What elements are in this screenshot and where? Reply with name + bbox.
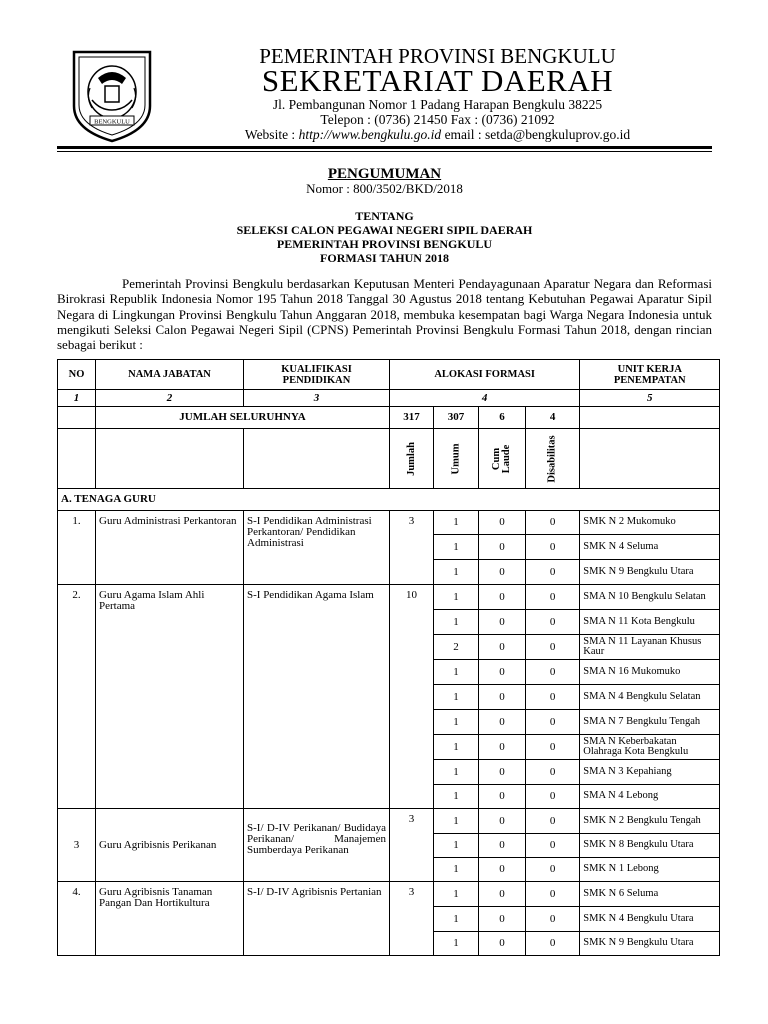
alloc-cumlaude: 0 [479, 610, 526, 635]
total-empty-unit [580, 407, 720, 429]
alloc-cumlaude: 0 [479, 685, 526, 710]
announcement-subject-1: SELEKSI CALON PEGAWAI NEGERI SIPIL DAERAH [236, 223, 533, 237]
work-unit: SMA N 7 Bengkulu Tengah [580, 710, 720, 735]
alloc-umum: 1 [434, 685, 479, 710]
total-label: JUMLAH SELURUHNYA [96, 407, 390, 429]
header-kualifikasi: KUALIFIKASI PENDIDIKAN [244, 360, 390, 390]
letterhead-rule-thin [57, 151, 712, 152]
work-unit: SMA N 4 Bengkulu Selatan [580, 685, 720, 710]
alloc-disabilitas: 0 [526, 511, 580, 535]
col-number-2: 2 [96, 390, 244, 407]
sub-disabilitas: Disabilitas [546, 434, 558, 483]
work-unit: SMK N 8 Bengkulu Utara [580, 834, 720, 858]
alloc-cumlaude: 0 [479, 660, 526, 685]
alloc-cumlaude: 0 [479, 710, 526, 735]
work-unit: SMK N 4 Bengkulu Utara [580, 907, 720, 932]
alloc-umum: 1 [434, 560, 479, 585]
position-qualification: S-I Pendidikan Agama Islam [244, 585, 390, 809]
sub-empty-unit [580, 429, 720, 489]
alloc-umum: 1 [434, 585, 479, 610]
alloc-cumlaude: 0 [479, 834, 526, 858]
total-disabilitas: 4 [526, 407, 580, 429]
work-unit: SMA N Keberbakatan Olahraga Kota Bengkulu [580, 735, 720, 760]
total-cumlaude: 6 [479, 407, 526, 429]
alloc-disabilitas: 0 [526, 610, 580, 635]
alloc-disabilitas: 0 [526, 882, 580, 907]
sub-umum: Umum [449, 443, 461, 474]
alloc-disabilitas: 0 [526, 710, 580, 735]
sub-empty-kualifikasi [244, 429, 390, 489]
sub-jumlah-cell [390, 429, 434, 489]
header-row [58, 360, 720, 390]
announcement-subject-2: PEMERINTAH PROVINSI BENGKULU [276, 237, 493, 251]
position-total: 3 [390, 511, 434, 585]
table-row [58, 809, 720, 834]
work-unit: SMA N 16 Mukomuko [580, 660, 720, 685]
alloc-umum: 1 [434, 535, 479, 560]
alloc-umum: 1 [434, 660, 479, 685]
alloc-cumlaude: 0 [479, 932, 526, 956]
header-alokasi: ALOKASI FORMASI [390, 360, 580, 390]
announcement-subject-3: FORMASI TAHUN 2018 [320, 251, 449, 265]
alloc-disabilitas: 0 [526, 834, 580, 858]
alloc-disabilitas: 0 [526, 685, 580, 710]
work-unit: SMA N 11 Kota Bengkulu [580, 610, 720, 635]
alloc-disabilitas: 0 [526, 560, 580, 585]
position-number: 3 [58, 809, 96, 882]
sub-empty-jabatan [96, 429, 244, 489]
table-row [58, 585, 720, 610]
total-jumlah: 317 [390, 407, 434, 429]
alloc-disabilitas: 0 [526, 858, 580, 882]
column-number-row [58, 390, 720, 407]
alloc-disabilitas: 0 [526, 932, 580, 956]
sub-disabilitas-cell [526, 429, 580, 489]
work-unit: SMA N 10 Bengkulu Selatan [580, 585, 720, 610]
work-unit: SMK N 4 Seluma [580, 535, 720, 560]
alloc-cumlaude: 0 [479, 760, 526, 785]
alloc-disabilitas: 0 [526, 635, 580, 660]
alloc-cumlaude: 0 [479, 858, 526, 882]
alloc-cumlaude: 0 [479, 809, 526, 834]
position-total: 10 [390, 585, 434, 809]
work-unit: SMK N 9 Bengkulu Utara [580, 932, 720, 956]
work-unit: SMK N 2 Mukomuko [580, 511, 720, 535]
header-no: NO [58, 360, 96, 390]
alloc-cumlaude: 0 [479, 635, 526, 660]
table-row [58, 882, 720, 907]
position-number: 4. [58, 882, 96, 956]
alloc-umum: 2 [434, 635, 479, 660]
col-number-4: 4 [390, 390, 580, 407]
col-number-1: 1 [58, 390, 96, 407]
header-unit: UNIT KERJA PENEMPATAN [580, 360, 720, 390]
position-total: 3 [390, 882, 434, 956]
total-umum: 307 [434, 407, 479, 429]
announcement-number: Nomor : 800/3502/BKD/2018 [306, 181, 463, 196]
sub-cumlaude-cell [479, 429, 526, 489]
alloc-disabilitas: 0 [526, 585, 580, 610]
alloc-disabilitas: 0 [526, 535, 580, 560]
alloc-disabilitas: 0 [526, 660, 580, 685]
alloc-cumlaude: 0 [479, 882, 526, 907]
section-title: A. TENAGA GURU [58, 489, 720, 511]
alloc-cumlaude: 0 [479, 535, 526, 560]
position-qualification: S-I Pendidikan Administrasi Perkantoran/ Pendidikan Administrasi [244, 511, 390, 585]
work-unit: SMK N 9 Bengkulu Utara [580, 560, 720, 585]
alloc-umum: 1 [434, 735, 479, 760]
office-phone: Telepon : (0736) 21450 Fax : (0736) 21092 [320, 112, 555, 127]
work-unit: SMA N 3 Kepahiang [580, 760, 720, 785]
position-number: 2. [58, 585, 96, 809]
alloc-umum: 1 [434, 710, 479, 735]
alloc-disabilitas: 0 [526, 809, 580, 834]
position-total: 3 [390, 809, 434, 882]
sub-cumlaude: Cum Laude [491, 444, 512, 473]
office-name: SEKRETARIAT DAERAH [261, 63, 614, 98]
alloc-umum: 1 [434, 907, 479, 932]
intro-paragraph: Pemerintah Provinsi Bengkulu berdasarkan Keputusan Menteri Pendayagunaan Aparatur Negara dan Reformasi Birokrasi Republik Indonesia Nomor 195 Tahun 2018 Tanggal 30 Agustus 2018 tentang Kebutuhan Pegawai Aparatur Sipil Negara di Lingkungan Provinsi Bengkulu Tahun Anggaran 2018, membuka kesempatan bagi Warga Negara Indonesia untuk mengikuti Seleksi Calon Pegawai Negeri Sipil (CPNS) Pemerintah Provinsi Bengkulu Formasi Tahun 2018, dengan rincian sebagai berikut : [57, 276, 712, 353]
alloc-umum: 1 [434, 932, 479, 956]
alloc-umum: 1 [434, 834, 479, 858]
website-label: Website : [244, 127, 299, 142]
alloc-disabilitas: 0 [526, 785, 580, 809]
alloc-cumlaude: 0 [479, 785, 526, 809]
letterhead-rule-thick [57, 146, 712, 149]
formation-table [57, 359, 720, 956]
provincial-emblem-logo [68, 48, 156, 144]
position-name: Guru Agribisnis Perikanan [96, 809, 244, 882]
sub-header-row [58, 429, 720, 489]
sub-umum-cell [434, 429, 479, 489]
email-text: email : setda@bengkuluprov.go.id [441, 127, 631, 142]
position-qualification: S-I/ D-IV Perikanan/ Budidaya Perikanan/ Manajemen Sumberdaya Perikanan [244, 809, 390, 882]
table-row [58, 511, 720, 535]
sub-empty-no [58, 429, 96, 489]
col-number-5: 5 [580, 390, 720, 407]
government-name: PEMERINTAH PROVINSI BENGKULU [259, 44, 616, 68]
alloc-cumlaude: 0 [479, 560, 526, 585]
office-address: Jl. Pembangunan Nomor 1 Padang Harapan Bengkulu 38225 [272, 97, 603, 112]
header-jabatan: NAMA JABATAN [96, 360, 244, 390]
alloc-umum: 1 [434, 610, 479, 635]
work-unit: SMK N 6 Seluma [580, 882, 720, 907]
position-name: Guru Agribisnis Tanaman Pangan Dan Hortikultura [96, 882, 244, 956]
sub-jumlah: Jumlah [405, 441, 417, 476]
alloc-disabilitas: 0 [526, 760, 580, 785]
position-qualification: S-I/ D-IV Agribisnis Pertanian [244, 882, 390, 956]
total-empty-no [58, 407, 96, 429]
alloc-disabilitas: 0 [526, 907, 580, 932]
alloc-disabilitas: 0 [526, 735, 580, 760]
alloc-umum: 1 [434, 511, 479, 535]
work-unit: SMA N 4 Lebong [580, 785, 720, 809]
logo-label: BENGKULU [94, 118, 130, 126]
work-unit: SMK N 2 Bengkulu Tengah [580, 809, 720, 834]
work-unit: SMA N 11 Layanan Khusus Kaur [580, 635, 720, 660]
section-row [58, 489, 720, 511]
alloc-cumlaude: 0 [479, 585, 526, 610]
work-unit: SMK N 1 Lebong [580, 858, 720, 882]
alloc-umum: 1 [434, 760, 479, 785]
position-name: Guru Agama Islam Ahli Pertama [96, 585, 244, 809]
website-link[interactable]: http://www.bengkulu.go.id [298, 127, 442, 142]
alloc-umum: 1 [434, 882, 479, 907]
alloc-cumlaude: 0 [479, 735, 526, 760]
alloc-cumlaude: 0 [479, 511, 526, 535]
alloc-umum: 1 [434, 785, 479, 809]
announcement-about: TENTANG [355, 209, 414, 223]
office-contact [160, 127, 715, 142]
total-row [58, 407, 720, 429]
alloc-umum: 1 [434, 858, 479, 882]
position-number: 1. [58, 511, 96, 585]
alloc-cumlaude: 0 [479, 907, 526, 932]
formation-table-body [58, 360, 720, 956]
announcement-title: PENGUMUMAN [327, 166, 442, 182]
position-name: Guru Administrasi Perkantoran [96, 511, 244, 585]
alloc-umum: 1 [434, 809, 479, 834]
col-number-3: 3 [244, 390, 390, 407]
